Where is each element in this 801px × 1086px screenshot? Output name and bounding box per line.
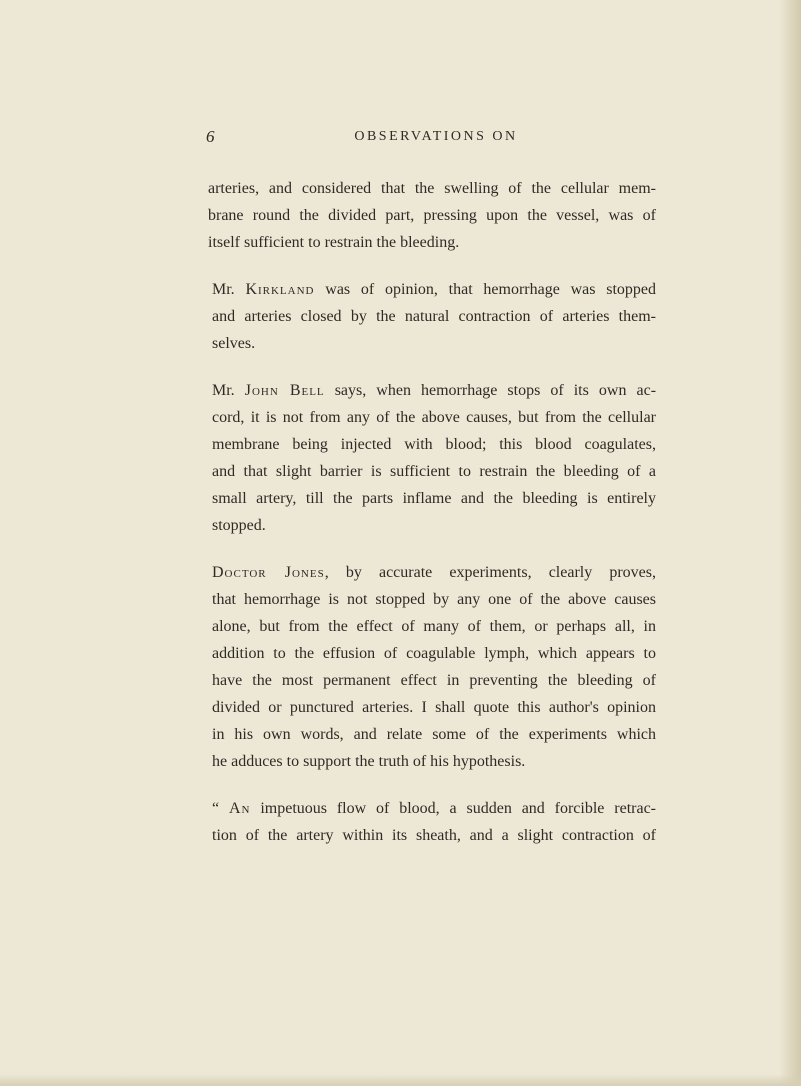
text-segment: , by accurate experiments, clearly proves,: [324, 564, 656, 581]
page-number: 6: [206, 127, 215, 146]
text-line: and that slight barrier is sufficient to restrain the bleeding of a: [212, 463, 656, 480]
paragraph-2: [208, 276, 656, 357]
lead-text: Mr.: [212, 281, 246, 298]
person-name-kirkland: Kirkland: [245, 281, 315, 298]
text-segment: impetuous flow of blood, a sudden and forcible retrac-: [250, 800, 656, 817]
body-text: [208, 175, 656, 849]
text-line: [208, 559, 656, 586]
person-name-doctor-jones: Doctor Jones: [212, 564, 325, 581]
text-line: that hemorrhage is not stopped by any one of the above causes: [212, 591, 656, 608]
text-line: alone, but from the effect of many of them, or perhaps all, in: [212, 618, 656, 635]
paragraph-4: [208, 559, 656, 775]
open-quote: “: [212, 800, 229, 817]
paragraph-5-quotation: [208, 795, 656, 849]
text-segment: was of opinion, that hemorrhage was stopped: [314, 281, 657, 298]
text-line: small artery, till the parts inflame and the bleeding is entirely: [212, 490, 656, 507]
text-line: [208, 377, 656, 404]
text-line: brane round the divided part, pressing upon the vessel, was of: [208, 207, 656, 224]
text-line: membrane being injected with blood; this blood coagulates,: [212, 436, 656, 453]
text-line: have the most permanent effect in preventing the bleeding of: [212, 672, 656, 689]
text-line: arteries, and considered that the swelling of the cellular mem-: [208, 180, 656, 197]
page-bottom-shadow: [0, 1074, 801, 1086]
lead-text: Mr.: [212, 382, 245, 399]
text-line: stopped.: [212, 517, 266, 534]
page-header: [206, 125, 626, 149]
text-line: tion of the artery within its sheath, and a slight contraction of: [212, 827, 656, 844]
text-line: and arteries closed by the natural contraction of arteries them-: [212, 308, 656, 325]
text-line: [208, 276, 656, 303]
text-segment: says, when hemorrhage stops of its own ac-: [324, 382, 657, 399]
text-line: divided or punctured arteries. I shall quote this author's opinion: [212, 699, 656, 716]
text-line: [208, 795, 656, 822]
paragraph-1: [208, 175, 656, 256]
text-line: he adduces to support the truth of his hypothesis.: [212, 753, 526, 770]
lead-word: An: [228, 800, 251, 817]
person-name-john-bell: John Bell: [244, 382, 325, 399]
text-line: itself sufficient to restrain the bleeding.: [208, 234, 460, 251]
running-head: OBSERVATIONS ON: [354, 129, 518, 144]
paragraph-3: [208, 377, 656, 539]
text-line: cord, it is not from any of the above causes, but from the cellular: [212, 409, 656, 426]
text-line: in his own words, and relate some of the experiments which: [212, 726, 656, 743]
text-line: addition to the effusion of coagulable lymph, which appears to: [212, 645, 656, 662]
text-line: selves.: [212, 335, 256, 352]
page-edge-shadow: [779, 0, 801, 1086]
